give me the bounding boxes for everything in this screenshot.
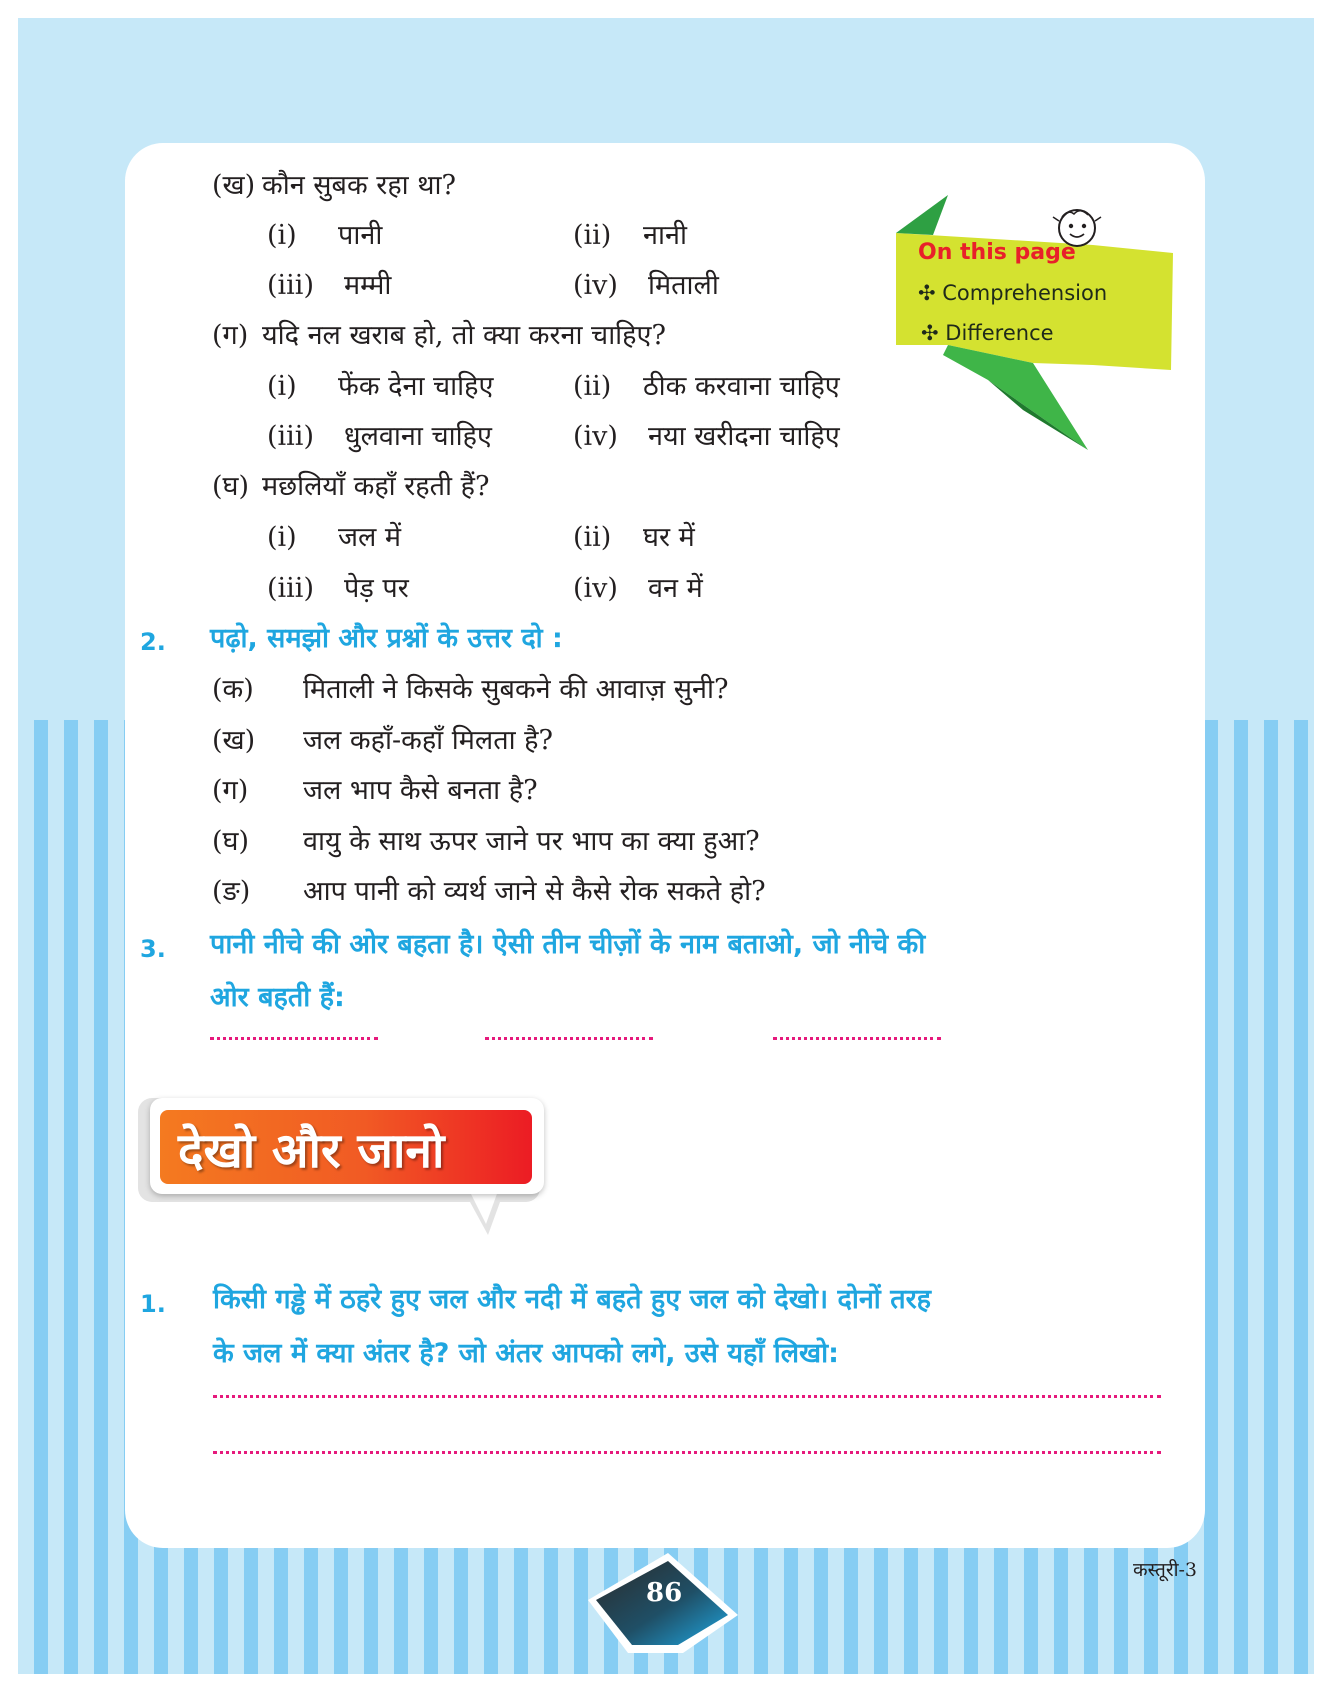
q1-kha-label: (ख) [212, 170, 256, 201]
q1-ga-opt2-num: (ii) [573, 371, 612, 402]
s1-answer-line-2[interactable] [213, 1451, 1161, 1454]
q2-item-gha-label: (घ) [212, 826, 250, 857]
q1-ga-question: यदि नल खराब हो, तो क्या करना चाहिए? [262, 320, 666, 351]
q3-number: 3. [140, 935, 166, 963]
q2-item-kha-text: जल कहाँ-कहाँ मिलता है? [303, 725, 553, 756]
q3-answer-blank-3[interactable] [773, 1037, 941, 1040]
q2-item-ga-text: जल भाप कैसे बनता है? [303, 775, 538, 806]
q2-item-gha-text: वायु के साथ ऊपर जाने पर भाप का क्या हुआ? [303, 826, 760, 857]
badge-item-comprehension: ✣ Comprehension [918, 281, 1108, 305]
q1-ga-opt3-text: धुलवाना चाहिए [344, 421, 492, 452]
q2-item-ka-text: मिताली ने किसके सुबकने की आवाज़ सुनी? [303, 674, 729, 705]
q2-item-nga-label: (ङ) [212, 876, 251, 907]
q1-kha-question: कौन सुबक रहा था? [262, 170, 456, 201]
badge-title: On this page [918, 240, 1076, 265]
s1-line2: के जल में क्या अंतर है? जो अंतर आपको लगे, उसे यहाँ लिखो: [213, 1338, 839, 1369]
q1-kha-opt1-num: (i) [267, 220, 297, 251]
q1-ga-label: (ग) [212, 320, 249, 351]
s1-answer-line-1[interactable] [213, 1395, 1161, 1398]
q1-kha-opt1-text: पानी [338, 220, 383, 251]
q2-item-ga-label: (ग) [212, 775, 249, 806]
q1-gha-opt4-text: वन में [648, 573, 703, 604]
q1-gha-question: मछलियाँ कहाँ रहती हैं? [262, 471, 490, 502]
q1-ga-opt1-num: (i) [267, 371, 297, 402]
q1-gha-opt4-num: (iv) [573, 573, 618, 604]
q3-answer-blank-1[interactable] [210, 1037, 378, 1040]
q1-kha-opt3-text: मम्मी [344, 270, 392, 301]
q3-answer-blank-2[interactable] [485, 1037, 653, 1040]
q1-gha-opt2-text: घर में [643, 522, 695, 553]
q1-kha-opt4-num: (iv) [573, 270, 618, 301]
q1-gha-opt1-num: (i) [267, 522, 297, 553]
q1-ga-opt3-num: (iii) [267, 421, 314, 452]
q2-item-nga-text: आप पानी को व्यर्थ जाने से कैसे रोक सकते हो? [303, 876, 766, 907]
q2-item-kha-label: (ख) [212, 725, 256, 756]
q1-gha-label: (घ) [212, 471, 250, 502]
q3-line1: पानी नीचे की ओर बहता है। ऐसी तीन चीज़ों के नाम बताओ, जो नीचे की [210, 929, 926, 960]
q1-ga-opt2-text: ठीक करवाना चाहिए [643, 371, 840, 402]
q1-gha-opt3-num: (iii) [267, 573, 314, 604]
s1-number: 1. [140, 1290, 166, 1318]
q1-gha-opt1-text: जल में [338, 522, 402, 553]
page-number: 86 [646, 1578, 683, 1608]
q3-line2: ओर बहती हैं: [210, 982, 345, 1013]
book-title: कस्तूरी-3 [1133, 1559, 1198, 1581]
q1-ga-opt1-text: फेंक देना चाहिए [338, 371, 494, 402]
q2-number: 2. [140, 628, 166, 656]
q2-title: पढ़ो, समझो और प्रश्नों के उत्तर दो : [210, 623, 563, 654]
section-heading: देखो और जानो [178, 1123, 445, 1179]
s1-line1: किसी गड्ढे में ठहरे हुए जल और नदी में बहते हुए जल को देखो। दोनों तरह [213, 1284, 931, 1315]
q2-item-ka-label: (क) [212, 674, 254, 705]
q1-ga-opt4-num: (iv) [573, 421, 618, 452]
q1-kha-opt2-text: नानी [643, 220, 687, 251]
q1-kha-opt4-text: मिताली [648, 270, 719, 301]
q1-kha-opt3-num: (iii) [267, 270, 314, 301]
q1-kha-opt2-num: (ii) [573, 220, 612, 251]
badge-item-difference: ✣ Difference [921, 321, 1054, 345]
q1-gha-opt3-text: पेड़ पर [344, 573, 409, 604]
q1-ga-opt4-text: नया खरीदना चाहिए [648, 421, 840, 452]
q1-gha-opt2-num: (ii) [573, 522, 612, 553]
